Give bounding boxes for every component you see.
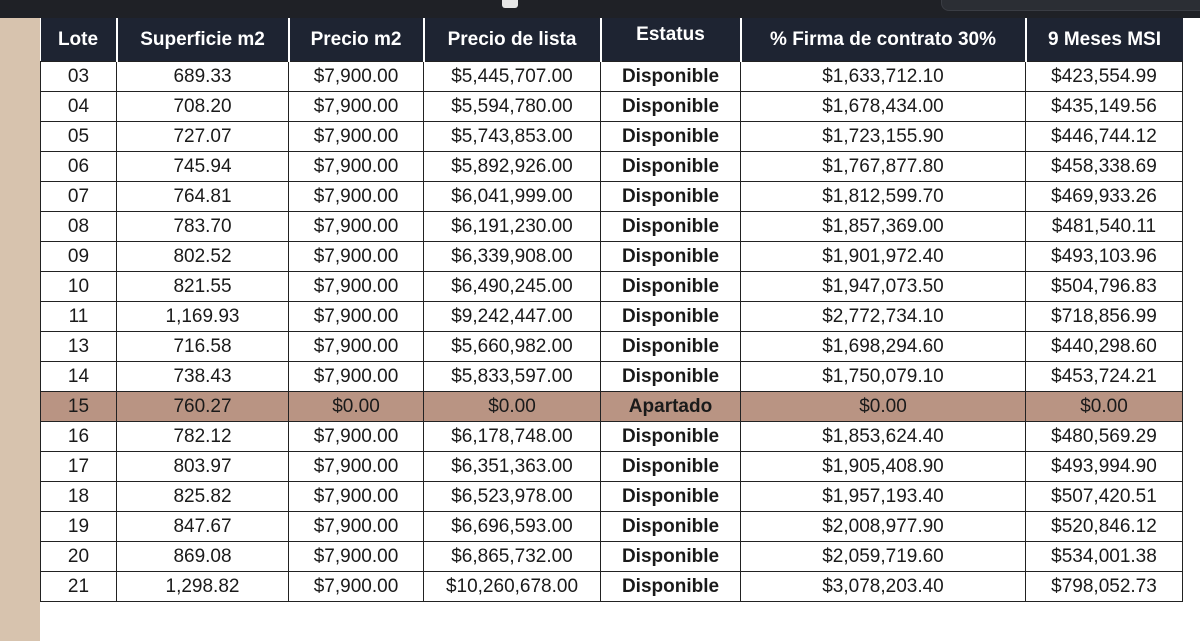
cell-meses-msi: $520,846.12 [1026,512,1183,542]
cell-meses-msi: $718,856.99 [1026,302,1183,332]
header-estatus: Estatus [601,18,741,62]
cell-superficie: 782.12 [117,422,289,452]
cell-firma-contrato: $1,905,408.90 [741,452,1026,482]
cell-firma-contrato: $2,772,734.10 [741,302,1026,332]
cell-precio-lista: $6,178,748.00 [424,422,601,452]
cell-precio-m2: $7,900.00 [289,482,424,512]
cell-superficie: 764.81 [117,182,289,212]
cell-estatus: Disponible [601,92,741,122]
cell-estatus: Disponible [601,452,741,482]
cell-firma-contrato: $2,059,719.60 [741,542,1026,572]
table-row [41,272,1183,302]
cell-estatus: Disponible [601,122,741,152]
cell-superficie: 825.82 [117,482,289,512]
cell-firma-contrato: $1,853,624.40 [741,422,1026,452]
cell-precio-lista: $6,865,732.00 [424,542,601,572]
table-row [41,422,1183,452]
table-row [41,512,1183,542]
cell-firma-contrato: $2,008,977.90 [741,512,1026,542]
cell-estatus: Apartado [601,392,741,422]
table-row [41,542,1183,572]
cell-lote: 08 [41,212,117,242]
cell-meses-msi: $423,554.99 [1026,62,1183,92]
cell-precio-m2: $7,900.00 [289,452,424,482]
cell-firma-contrato: $1,812,599.70 [741,182,1026,212]
cell-lote: 10 [41,272,117,302]
cell-precio-lista: $6,191,230.00 [424,212,601,242]
cell-estatus: Disponible [601,422,741,452]
cell-lote: 14 [41,362,117,392]
table-row [41,332,1183,362]
cell-estatus: Disponible [601,62,741,92]
cell-precio-m2: $7,900.00 [289,272,424,302]
cell-precio-m2: $7,900.00 [289,332,424,362]
cell-estatus: Disponible [601,212,741,242]
cell-precio-m2: $7,900.00 [289,92,424,122]
cell-meses-msi: $453,724.21 [1026,362,1183,392]
cell-meses-msi: $493,994.90 [1026,452,1183,482]
cell-precio-m2: $7,900.00 [289,542,424,572]
cell-lote: 16 [41,422,117,452]
cell-precio-lista: $6,696,593.00 [424,512,601,542]
cell-firma-contrato: $0.00 [741,392,1026,422]
cell-precio-lista: $6,351,363.00 [424,452,601,482]
cell-estatus: Disponible [601,242,741,272]
cell-lote: 07 [41,182,117,212]
table-row [41,212,1183,242]
cell-lote: 19 [41,512,117,542]
cell-superficie: 708.20 [117,92,289,122]
cell-superficie: 727.07 [117,122,289,152]
cell-precio-m2: $7,900.00 [289,182,424,212]
cell-precio-lista: $6,523,978.00 [424,482,601,512]
cell-superficie: 689.33 [117,62,289,92]
cell-precio-m2: $7,900.00 [289,422,424,452]
cell-lote: 17 [41,452,117,482]
header-precio-m2: Precio m2 [289,18,424,62]
cell-estatus: Disponible [601,542,741,572]
cell-estatus: Disponible [601,572,741,602]
cell-meses-msi: $504,796.83 [1026,272,1183,302]
cell-precio-m2: $0.00 [289,392,424,422]
cell-estatus: Disponible [601,182,741,212]
cell-meses-msi: $440,298.60 [1026,332,1183,362]
cell-superficie: 1,169.93 [117,302,289,332]
table-row [41,92,1183,122]
cell-lote: 15 [41,392,117,422]
cell-lote: 09 [41,242,117,272]
cell-precio-m2: $7,900.00 [289,362,424,392]
cell-superficie: 745.94 [117,152,289,182]
header-superficie: Superficie m2 [117,18,289,62]
cell-lote: 21 [41,572,117,602]
header-lote: Lote [41,18,117,62]
cell-precio-lista: $5,892,926.00 [424,152,601,182]
cell-lote: 20 [41,542,117,572]
header-meses-msi: 9 Meses MSI [1026,18,1183,62]
cell-precio-m2: $7,900.00 [289,572,424,602]
cell-superficie: 738.43 [117,362,289,392]
cell-superficie: 802.52 [117,242,289,272]
cell-superficie: 760.27 [117,392,289,422]
table-row [41,482,1183,512]
cell-meses-msi: $534,001.38 [1026,542,1183,572]
cell-firma-contrato: $1,767,877.80 [741,152,1026,182]
cell-precio-lista: $5,743,853.00 [424,122,601,152]
cell-precio-m2: $7,900.00 [289,62,424,92]
cell-estatus: Disponible [601,272,741,302]
cell-firma-contrato: $3,078,203.40 [741,572,1026,602]
cell-precio-lista: $0.00 [424,392,601,422]
cell-firma-contrato: $1,857,369.00 [741,212,1026,242]
cell-precio-lista: $5,445,707.00 [424,62,601,92]
cell-meses-msi: $435,149.56 [1026,92,1183,122]
cell-meses-msi: $446,744.12 [1026,122,1183,152]
cell-precio-m2: $7,900.00 [289,512,424,542]
cell-meses-msi: $798,052.73 [1026,572,1183,602]
cell-precio-lista: $10,260,678.00 [424,572,601,602]
cell-precio-m2: $7,900.00 [289,242,424,272]
table-row [41,452,1183,482]
cell-firma-contrato: $1,678,434.00 [741,92,1026,122]
cell-superficie: 716.58 [117,332,289,362]
cell-precio-lista: $9,242,447.00 [424,302,601,332]
cell-estatus: Disponible [601,482,741,512]
cell-lote: 06 [41,152,117,182]
cell-estatus: Disponible [601,362,741,392]
cell-lote: 04 [41,92,117,122]
table-row [41,302,1183,332]
cell-superficie: 1,298.82 [117,572,289,602]
cell-superficie: 783.70 [117,212,289,242]
table-row [41,62,1183,92]
table-row [41,392,1183,422]
cell-meses-msi: $469,933.26 [1026,182,1183,212]
cell-firma-contrato: $1,947,073.50 [741,272,1026,302]
cell-meses-msi: $458,338.69 [1026,152,1183,182]
table-row [41,362,1183,392]
cell-meses-msi: $493,103.96 [1026,242,1183,272]
cell-firma-contrato: $1,698,294.60 [741,332,1026,362]
cell-precio-lista: $5,660,982.00 [424,332,601,362]
cell-precio-m2: $7,900.00 [289,152,424,182]
cell-firma-contrato: $1,901,972.40 [741,242,1026,272]
cell-lote: 03 [41,62,117,92]
browser-toolbar [0,0,1200,18]
cell-firma-contrato: $1,957,193.40 [741,482,1026,512]
header-firma-contrato: % Firma de contrato 30% [741,18,1026,62]
cell-precio-m2: $7,900.00 [289,212,424,242]
cell-superficie: 803.97 [117,452,289,482]
cell-precio-lista: $6,490,245.00 [424,272,601,302]
table-body [41,62,1183,602]
cell-precio-lista: $6,339,908.00 [424,242,601,272]
cell-lote: 05 [41,122,117,152]
price-sheet [40,18,1200,641]
cell-meses-msi: $480,569.29 [1026,422,1183,452]
cell-firma-contrato: $1,750,079.10 [741,362,1026,392]
cell-estatus: Disponible [601,152,741,182]
cell-superficie: 821.55 [117,272,289,302]
cell-precio-lista: $6,041,999.00 [424,182,601,212]
cell-superficie: 869.08 [117,542,289,572]
header-precio-lista: Precio de lista [424,18,601,62]
cell-lote: 11 [41,302,117,332]
cell-precio-lista: $5,833,597.00 [424,362,601,392]
cell-meses-msi: $481,540.11 [1026,212,1183,242]
table-row [41,182,1183,212]
header-row [41,18,1183,62]
cell-estatus: Disponible [601,332,741,362]
cell-precio-m2: $7,900.00 [289,302,424,332]
table-row [41,152,1183,182]
cell-precio-m2: $7,900.00 [289,122,424,152]
cell-meses-msi: $0.00 [1026,392,1183,422]
table-row [41,242,1183,272]
cell-lote: 13 [41,332,117,362]
cell-superficie: 847.67 [117,512,289,542]
lot-price-table [40,18,1183,602]
cell-precio-lista: $5,594,780.00 [424,92,601,122]
cell-firma-contrato: $1,633,712.10 [741,62,1026,92]
cell-firma-contrato: $1,723,155.90 [741,122,1026,152]
table-row [41,122,1183,152]
tab-favicon-icon [502,0,518,8]
table-row [41,572,1183,602]
cell-lote: 18 [41,482,117,512]
cell-estatus: Disponible [601,302,741,332]
toolbar-pill [941,0,1200,11]
cell-estatus: Disponible [601,512,741,542]
cell-meses-msi: $507,420.51 [1026,482,1183,512]
